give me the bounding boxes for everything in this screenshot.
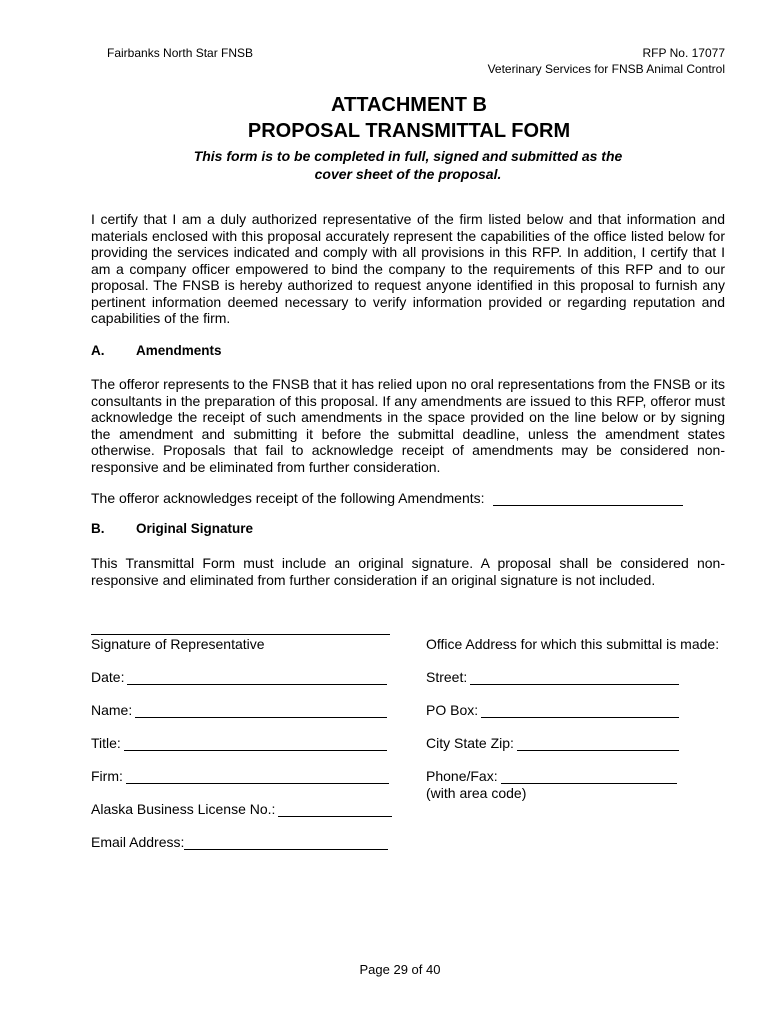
city-state-zip-label: City State Zip: bbox=[426, 735, 514, 751]
email-label: Email Address: bbox=[91, 834, 185, 850]
name-field[interactable] bbox=[91, 702, 387, 718]
pobox-label: PO Box: bbox=[426, 702, 479, 718]
office-address-heading: Office Address for which this submittal is made: bbox=[426, 636, 720, 652]
date-field[interactable] bbox=[91, 669, 387, 685]
amendments-acknowledgement-field[interactable] bbox=[91, 490, 683, 506]
section-b-letter: B. bbox=[91, 521, 105, 536]
header-rfp-number: RFP No. 17077 bbox=[642, 46, 725, 60]
signature-paragraph: This Transmittal Form must include an original signature. A proposal shall be considered non-responsive and eliminated from further consideration if an original signature is not included. bbox=[91, 555, 725, 588]
title-attachment: ATTACHMENT B bbox=[331, 94, 487, 116]
pobox-field[interactable] bbox=[426, 702, 679, 718]
city-state-zip-field[interactable] bbox=[426, 735, 679, 751]
title-input-line[interactable] bbox=[124, 737, 387, 751]
amendments-acknowledgement-label: The offeror acknowledges receipt of the following Amendments: bbox=[91, 490, 485, 506]
license-label: Alaska Business License No.: bbox=[91, 801, 276, 817]
title-field[interactable] bbox=[91, 735, 387, 751]
date-label: Date: bbox=[91, 669, 125, 685]
name-input-line[interactable] bbox=[135, 704, 387, 718]
header-organization: Fairbanks North Star FNSB bbox=[107, 46, 254, 60]
pobox-input-line[interactable] bbox=[481, 704, 679, 718]
firm-label: Firm: bbox=[91, 768, 123, 784]
signature-line[interactable] bbox=[91, 634, 390, 635]
title-form-name: PROPOSAL TRANSMITTAL FORM bbox=[247, 120, 571, 142]
license-field[interactable] bbox=[91, 801, 392, 817]
amendments-paragraph: The offeror represents to the FNSB that it has relied upon no oral representations from the FNSB or its consultants in the preparation of this proposal. If any amendments are issued to this RFP, offeror must acknowledge the receipt of such amendments in the space provided on the line below or by signing the amendment and submitting it before the submittal deadline, unless the amendment states otherwise. Proposals that fail to acknowledge receipt of amendments may be considered non-responsive and be eliminated from further consideration. bbox=[91, 376, 725, 475]
city-state-zip-input-line[interactable] bbox=[517, 737, 679, 751]
signature-label: Signature of Representative bbox=[91, 636, 265, 652]
phone-fax-field[interactable] bbox=[426, 768, 677, 784]
title-label: Title: bbox=[91, 735, 121, 751]
firm-field[interactable] bbox=[91, 768, 389, 784]
section-b-heading: Original Signature bbox=[136, 521, 254, 536]
section-a-letter: A. bbox=[91, 343, 105, 358]
email-field[interactable] bbox=[91, 834, 388, 850]
phone-fax-label: Phone/Fax: bbox=[426, 768, 498, 784]
phone-fax-input-line[interactable] bbox=[501, 770, 677, 784]
email-input-line[interactable] bbox=[184, 836, 388, 850]
subtitle-line-1: This form is to be completed in full, signed and submitted as the bbox=[193, 148, 623, 164]
amendments-input-line[interactable] bbox=[493, 492, 683, 506]
header-rfp-title: Veterinary Services for FNSB Animal Control bbox=[487, 62, 725, 76]
name-label: Name: bbox=[91, 702, 133, 718]
page-number: Page 29 of 40 bbox=[359, 962, 441, 977]
license-input-line[interactable] bbox=[278, 803, 392, 817]
street-input-line[interactable] bbox=[470, 671, 679, 685]
subtitle-line-2: cover sheet of the proposal. bbox=[314, 166, 502, 182]
firm-input-line[interactable] bbox=[126, 770, 389, 784]
phone-fax-note: (with area code) bbox=[426, 785, 527, 801]
certification-paragraph: I certify that I am a duly authorized representative of the firm listed below and that information and materials enclosed with this proposal accurately represent the capabilities of the office listed below for providing the services indicated and comply with all provisions in this RFP. In addition, I certify that I am a company officer empowered to bind the company to the requirements of this RFP and to our proposal. The FNSB is hereby authorized to request anyone identified in this proposal to furnish any pertinent information deemed necessary to verify information provided or regarding reputation and capabilities of the firm. bbox=[91, 211, 725, 326]
street-label: Street: bbox=[426, 669, 468, 685]
street-field[interactable] bbox=[426, 669, 679, 685]
section-a-heading: Amendments bbox=[136, 343, 222, 358]
date-input-line[interactable] bbox=[127, 671, 387, 685]
